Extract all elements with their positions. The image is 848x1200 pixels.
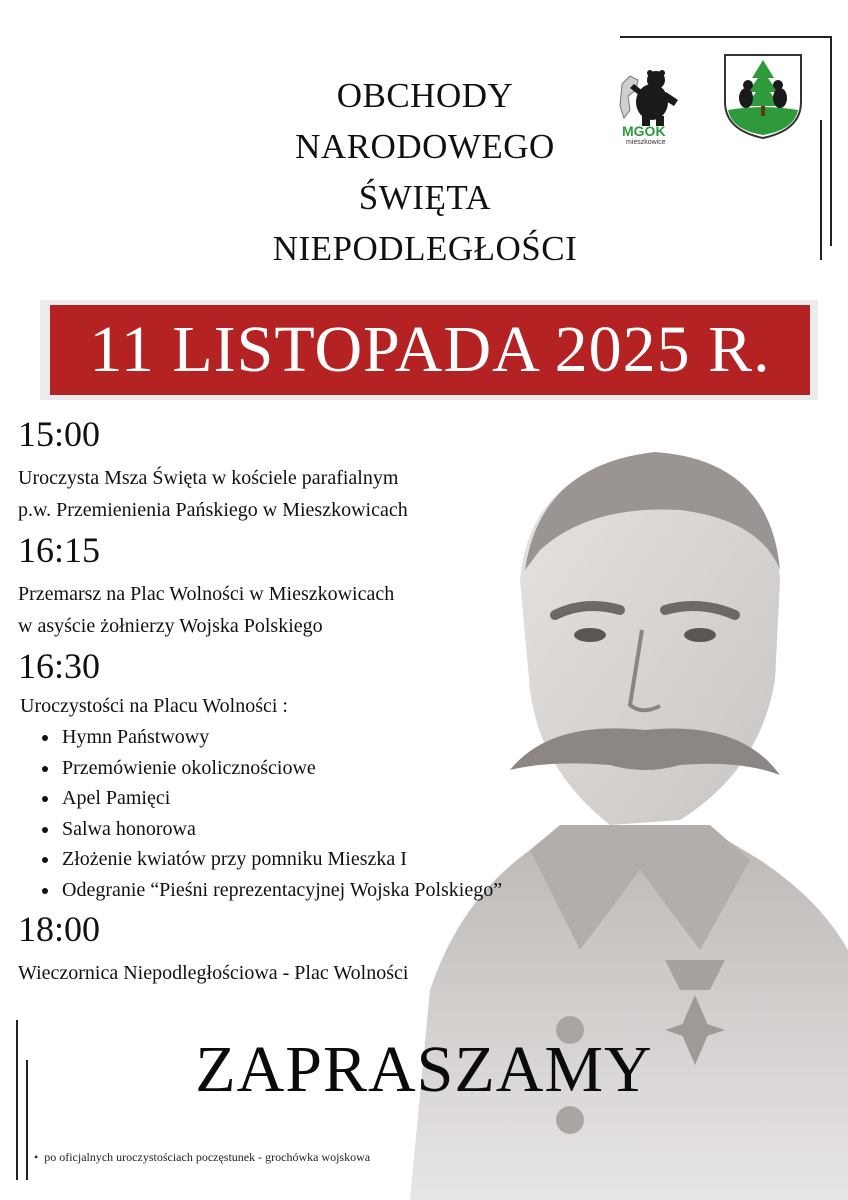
title-line-1: OBCHODY <box>336 76 514 115</box>
schedule-time: 16:15 <box>18 530 101 570</box>
schedule-description <box>18 692 638 720</box>
list-item: • Salwa honorowa <box>60 814 638 845</box>
description-line: Uroczysta Msza Święta w kościele parafialnym <box>18 467 399 489</box>
schedule-time: 16:30 <box>18 646 101 686</box>
event-date: 11 LISTOPADA 2025 R. <box>50 305 810 395</box>
schedule-description <box>18 578 638 642</box>
title-line-3: ŚWIĘTA <box>358 178 492 217</box>
schedule-description <box>18 957 638 989</box>
description-line: p.w. Przemienienia Pańskiego w Mieszkowicach <box>18 499 408 521</box>
schedule <box>18 410 638 989</box>
schedule-entry <box>18 909 638 989</box>
list-item: • Hymn Państwowy <box>60 722 638 753</box>
bullet-icon: • <box>34 1150 39 1164</box>
list-item: • Złożenie kwiatów przy pomniku Mieszka I <box>60 844 638 875</box>
schedule-entry <box>18 530 638 642</box>
mgok-logo <box>616 66 686 148</box>
schedule-entry <box>18 414 638 526</box>
invitation-heading: ZAPRASZAMY <box>195 1033 653 1106</box>
description-line: Przemarsz na Plac Wolności w Mieszkowicach <box>18 583 395 605</box>
frame-line-top-right <box>620 36 832 38</box>
ceremony-list <box>18 722 638 905</box>
description-line: Wieczornica Niepodległościowa - Plac Wolności <box>18 962 409 984</box>
mgok-logo-text: MGOK <box>622 123 666 139</box>
schedule-entry <box>18 646 638 905</box>
coat-of-arms-icon <box>722 52 804 140</box>
schedule-description <box>18 462 638 526</box>
list-item: • Apel Pamięci <box>60 783 638 814</box>
mgok-logo-subtext: mieszkowice <box>626 139 666 146</box>
frame-line-right-top <box>830 36 832 246</box>
schedule-time: 15:00 <box>18 414 101 454</box>
description-line: w asyście żołnierzy Wojska Polskiego <box>18 615 323 637</box>
title-line-2: NARODOWEGO <box>295 127 555 166</box>
footnote-text: po oficjalnych uroczystościach poczęstunek - grochówka wojskowa <box>44 1150 371 1164</box>
schedule-time: 18:00 <box>18 909 101 949</box>
frame-line-right-inner <box>820 120 822 260</box>
list-item: • Przemówienie okolicznościowe <box>60 753 638 784</box>
list-item: • Odegranie “Pieśni reprezentacyjnej Wojska Polskiego” <box>60 875 638 906</box>
description-line: Uroczystości na Placu Wolności : <box>20 695 288 717</box>
event-title <box>220 70 630 274</box>
footnote <box>34 1150 370 1165</box>
title-line-4: NIEPODLEGŁOŚCI <box>272 229 578 268</box>
